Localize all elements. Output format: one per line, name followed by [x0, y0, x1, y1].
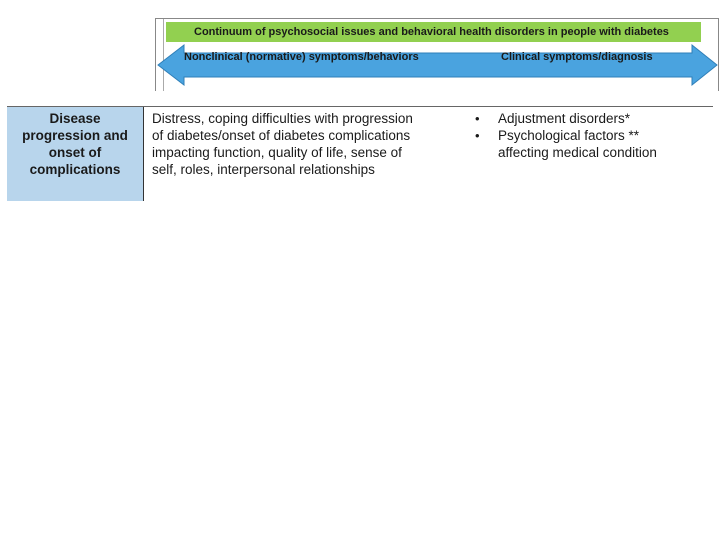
table-row [7, 106, 713, 201]
nonclinical-label: Nonclinical (normative) symptoms/behaviors [184, 51, 419, 63]
list-item [475, 110, 715, 127]
continuum-title: Continuum of psychosocial issues and behavioral health disorders in people with diabetes [166, 22, 701, 42]
list-item-text: Adjustment disorders* [498, 111, 631, 126]
row-label-line: complications [29, 162, 121, 177]
continuum-header [155, 18, 719, 91]
list-item-text: Psychological factors ** [498, 128, 640, 143]
clinical-label: Clinical symptoms/diagnosis [501, 51, 653, 63]
double-arrow-icon [156, 43, 718, 87]
description-line: Distress, coping difficulties with progression [152, 111, 413, 126]
list-item-continuation: affecting medical condition [498, 145, 657, 160]
description-line: impacting function, quality of life, sense of [152, 145, 402, 160]
row-label-line: progression and [22, 128, 128, 143]
bullet-icon: • [475, 111, 480, 126]
row-label [7, 107, 144, 201]
row-label-line: Disease [49, 111, 101, 126]
list-item [475, 127, 715, 161]
nonclinical-description [152, 110, 442, 178]
clinical-diagnosis-list [475, 110, 715, 161]
description-line: self, roles, interpersonal relationships [152, 162, 375, 177]
description-line: of diabetes/onset of diabetes complications [152, 128, 411, 143]
bullet-icon: • [475, 128, 480, 143]
row-label-line: onset of [48, 145, 102, 160]
